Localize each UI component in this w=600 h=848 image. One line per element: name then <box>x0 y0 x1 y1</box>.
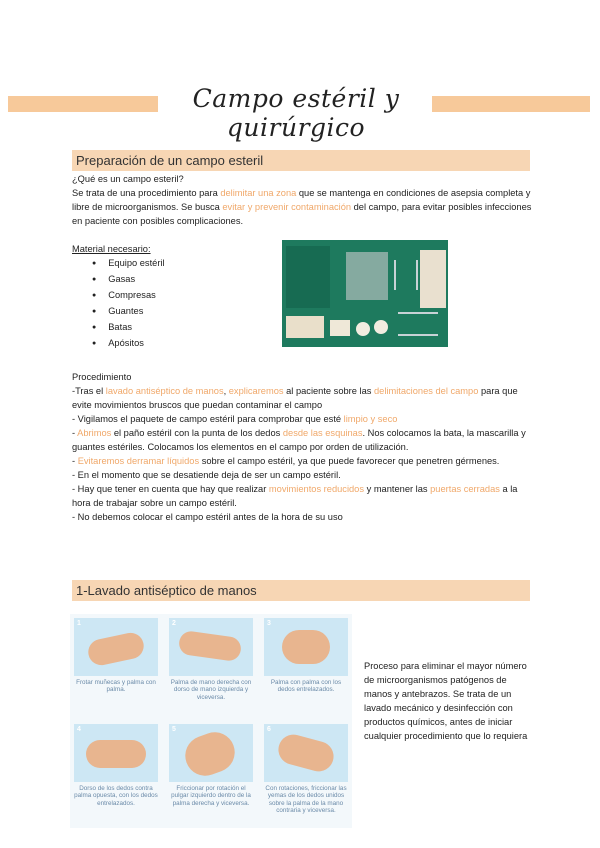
handwash-step: 2 Palma de mano derecha con dorso de mano izquierda y viceversa. <box>170 620 252 701</box>
procedure-step: -Tras el lavado antiséptico de manos, explicaremos al paciente sobre las delimitaciones del campo para que evite movimientos bruscos que puedan contaminar el campo <box>72 386 518 410</box>
procedure-step: - No debemos colocar el campo estéril antes de la hora de su uso <box>72 512 343 522</box>
handwash-step: 3 Palma con palma con los dedos entrelazados. <box>264 618 348 694</box>
handwash-step: 1 Frotar muñecas y palma con palma. <box>74 618 158 694</box>
handwash-step: 5 Friccionar por rotación el pulgar izquierdo dentro de la palma derecha y viceversa. <box>169 724 253 807</box>
definition-block <box>72 172 532 228</box>
page-title: Campo estéril y quirúrgico <box>192 84 400 142</box>
procedure-step: - Vigilamos el paquete de campo estéril para comprobar que esté limpio y seco <box>72 414 398 424</box>
section-heading-preparacion: Preparación de un campo esteril <box>72 150 530 171</box>
handwash-step: 6 Con rotaciones, friccionar las yemas de los dedos unidos sobre la palma de la mano contraria y viceversa. <box>265 726 347 814</box>
handwash-step: 4 Dorso de los dedos contra palma opuesta, con los dedos entrelazados. <box>74 726 158 807</box>
list-item: ● Compresas <box>92 288 165 304</box>
title-decoration-left <box>8 96 158 112</box>
definition-text: Se trata de una procedimiento para delimitar una zona que se mantenga en condiciones de asepsia completa y libre de microorganismos. Se busca evitar y prevenir contaminación del campo, para evitar posibles infecciones en paciente con posibles complicaciones. <box>72 188 532 226</box>
procedure-step: - Hay que tener en cuenta que hay que realizar movimientos reducidos y mantener las puertas cerradas a la hora de trabajar sobre un campo estéril. <box>72 484 518 508</box>
list-item: ● Gasas <box>92 272 165 288</box>
list-item: ● Equipo estéril <box>92 256 165 272</box>
procedure-step: - Abrimos el paño estéril con la punta de los dedos desde las esquinas. Nos colocamos la bata, la mascarilla y guantes estériles. Colocamos los elementos en el campo por orden de utilización. <box>72 428 526 452</box>
procedure-block <box>72 370 532 524</box>
procedure-step: - En el momento que se desatiende deja de ser un campo estéril. <box>72 470 341 480</box>
section-heading-lavado: 1-Lavado antiséptico de manos <box>72 580 530 601</box>
list-item: ● Apósitos <box>92 336 165 352</box>
material-list <box>92 256 165 352</box>
handwash-description: Proceso para eliminar el mayor número de microorganismos patógenos de manos y antebrazos. Se trata de un lavado mecánico y desinfección con productos químicos, antes de iniciar cualquier procedimiento que lo requiera <box>364 661 528 741</box>
question-text: ¿Qué es un campo esteril? <box>72 174 184 184</box>
list-item: ● Guantes <box>92 304 165 320</box>
sterile-field-photo <box>282 240 448 347</box>
material-label: Material necesario: <box>72 244 151 254</box>
procedure-heading: Procedimiento <box>72 372 132 382</box>
title-decoration-right <box>432 96 590 112</box>
list-item: ● Batas <box>92 320 165 336</box>
handwashing-steps-image <box>70 614 352 828</box>
procedure-step: - Evitaremos derramar líquidos sobre el campo estéril, ya que puede favorecer que penetren gérmenes. <box>72 456 500 466</box>
